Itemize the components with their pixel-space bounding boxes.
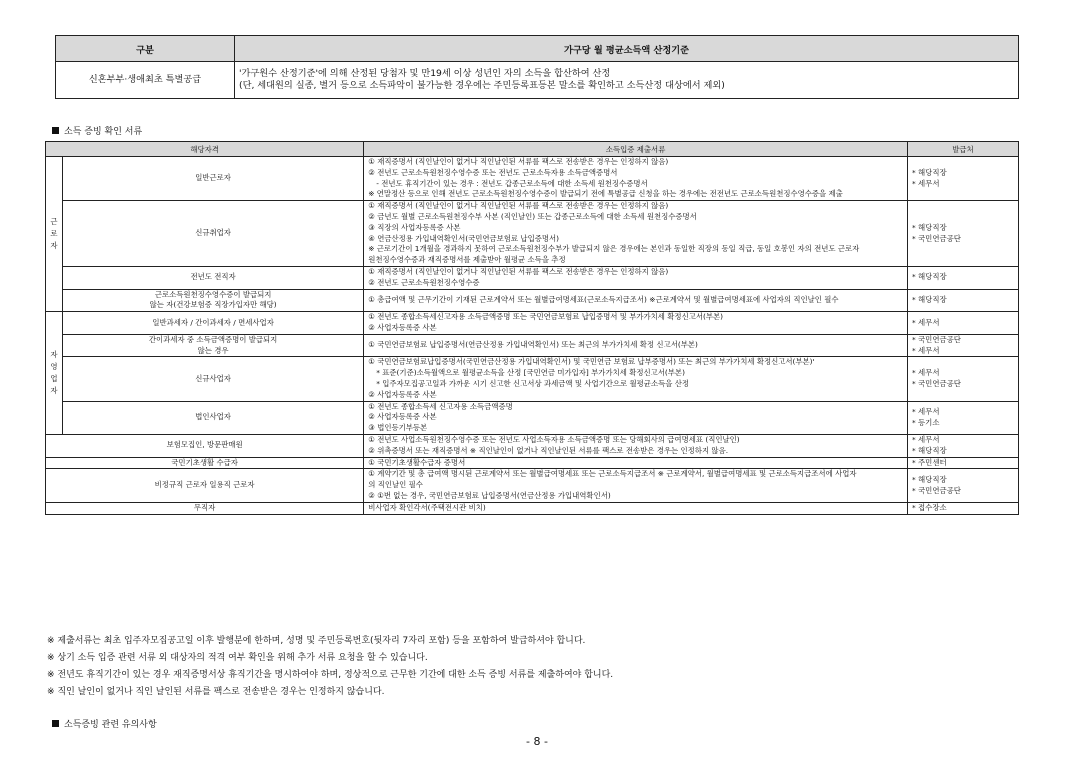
doc-line: ① 재직증명서 (직인날인이 없거나 직인날인된 서류를 팩스로 전송받은 경우는 인정하지 않음) bbox=[368, 201, 669, 211]
qualification-label: 신규사업자 bbox=[195, 373, 231, 383]
issuer-line: * 세무서 bbox=[912, 345, 940, 355]
issuer-line: * 국민연금공단 bbox=[912, 378, 961, 388]
table-row bbox=[46, 312, 1019, 335]
issuer-line: * 국민연금공단 bbox=[912, 233, 961, 243]
qualification-label: 비정규직 근로자 일용직 근로자 bbox=[154, 480, 255, 490]
qualification-cell bbox=[63, 201, 364, 267]
issuer-cell bbox=[908, 201, 1019, 267]
qualification-cell bbox=[63, 157, 364, 201]
issuer-cell bbox=[908, 457, 1019, 469]
table-row bbox=[46, 357, 1019, 401]
issuer-line: * 접수장소 bbox=[912, 502, 947, 512]
documents-table bbox=[45, 141, 1019, 515]
note-item: ※ 전년도 휴직기간이 있는 경우 재직증명서상 휴직기간을 명시하여야 하며, 정상적으로 근무한 기간에 대한 소득 증빙 서류를 제출하여야 합니다. bbox=[47, 670, 614, 680]
criteria-text bbox=[235, 62, 1019, 99]
qualification-label: 일반과세자 / 간이과세자 / 면세사업자 bbox=[152, 317, 274, 327]
issuer-line: * 세무서 bbox=[912, 317, 940, 327]
income-criteria-table bbox=[55, 35, 1019, 99]
qualification-cell bbox=[46, 469, 364, 502]
doc-line: - 전년도 휴직기간이 있는 경우 : 전년도 갑종근로소득에 대한 소득세 원천징수증명서 bbox=[376, 178, 648, 188]
qualification-label: 않는 경우 bbox=[197, 345, 229, 355]
issuer-line: * 해당직장 bbox=[912, 474, 947, 484]
issuer-cell bbox=[908, 434, 1019, 457]
page-number: - 8 - bbox=[526, 735, 548, 748]
qualification-cell bbox=[63, 357, 364, 401]
docs-cell bbox=[364, 289, 908, 312]
doc-line: ② 전년도 근로소득원천징수영수증 bbox=[368, 277, 480, 287]
qualification-cell bbox=[46, 502, 364, 514]
col-header-category: 구분 bbox=[56, 36, 235, 62]
docs-cell bbox=[364, 401, 908, 434]
docs-cell bbox=[364, 357, 908, 401]
table-row bbox=[46, 266, 1019, 289]
doc-line: ① 재직증명서 (직인날인이 없거나 직인날인된 서류를 팩스로 전송받은 경우는 인정하지 않음) bbox=[368, 157, 669, 166]
doc-line: ① 전년도 종합소득세신고자용 소득금액증명 또는 국민연금보험료 납입증명서 및 부가가치세 확정신고서(부본) bbox=[368, 312, 724, 322]
table-row bbox=[46, 502, 1019, 514]
table-row bbox=[46, 201, 1019, 267]
docs-cell bbox=[364, 334, 908, 357]
doc-line: ① 국민연금보험료납입증명서(국민연금산정용 가입내역확인서) 및 국민연금 보험료 납부증명서) 또는 최근의 부가가치세 확정신고서(부본)' bbox=[368, 357, 815, 367]
docs-cell bbox=[364, 434, 908, 457]
issuer-line: * 해당직장 bbox=[912, 445, 947, 455]
notes-list bbox=[47, 633, 613, 701]
doc-line: 의 직인날인 필수 bbox=[368, 480, 423, 490]
issuer-line: * 등기소 bbox=[912, 417, 940, 427]
docs-cell bbox=[364, 457, 908, 469]
docs-cell bbox=[364, 312, 908, 335]
issuer-cell bbox=[908, 289, 1019, 312]
doc-line: ① 계약기간 및 총 급여액 명시된 근로계약서 또는 월별급여명세표 또는 근로소득지급조서 ※ 근로계약서, 월별급여명세표 및 근로소득지급조서에 사업자 bbox=[368, 469, 857, 479]
issuer-line: * 국민연금공단 bbox=[912, 485, 961, 495]
col-header-issuer: 발급처 bbox=[908, 142, 1019, 157]
doc-line: ① 총급여액 및 근무기간이 기재된 근로계약서 또는 월별급여명세표(근로소득지급조서) ※근로계약서 및 월별급여명세표에 사업자의 직인날인 필수 bbox=[368, 294, 839, 304]
issuer-line: * 해당직장 bbox=[912, 294, 947, 304]
issuer-cell bbox=[908, 157, 1019, 201]
doc-line: ① 재직증명서 (직인날인이 없거나 직인날인된 서류를 팩스로 전송받은 경우는 인정하지 않음) bbox=[368, 266, 669, 276]
section-heading-notice: 소득증빙 관련 유의사항 bbox=[52, 717, 157, 730]
issuer-line: * 해당직장 bbox=[912, 222, 947, 232]
issuer-cell bbox=[908, 469, 1019, 502]
issuer-line: * 세무서 bbox=[912, 178, 940, 188]
table-row bbox=[46, 289, 1019, 312]
qualification-cell bbox=[46, 457, 364, 469]
issuer-line: * 국민연금공단 bbox=[912, 334, 961, 344]
qualification-cell bbox=[46, 434, 364, 457]
doc-line: ② 사업자등록증 사본 bbox=[368, 412, 437, 422]
doc-line: ③ 법인등기부등본 bbox=[368, 423, 428, 433]
docs-cell bbox=[364, 469, 908, 502]
qualification-label: 신규취업자 bbox=[195, 228, 231, 238]
issuer-line: * 해당직장 bbox=[912, 272, 947, 282]
doc-line: ③ 직장의 사업자등록증 사본 bbox=[368, 222, 461, 232]
issuer-line: * 세무서 bbox=[912, 434, 940, 444]
doc-line: ※ 근로기간이 1개월을 경과하지 못하여 근로소득원천징수부가 발급되지 않은 경우에는 본인과 동일한 직장의 동일 직급, 동일 호봉인 자의 전년도 근로자 bbox=[368, 244, 860, 254]
row-label: 신혼부부·생애최초 특별공급 bbox=[56, 62, 235, 99]
table-row bbox=[46, 401, 1019, 434]
doc-line: ① 국민연금보험료 납입증명서(연금산정용 가입내역확인서) 또는 최근의 부가가치세 확정 신고서(부본) bbox=[368, 340, 698, 350]
issuer-cell bbox=[908, 312, 1019, 335]
doc-line: ② 사업자등록증 사본 bbox=[368, 389, 437, 399]
doc-line: ② ①번 없는 경우, 국민연금보험료 납입증명서(연금산정용 가입내역확인서) bbox=[368, 490, 611, 500]
qualification-cell bbox=[63, 401, 364, 434]
doc-line: ② 사업자등록증 사본 bbox=[368, 322, 437, 332]
square-bullet-icon bbox=[52, 720, 59, 727]
qualification-label: 간이과세자 중 소득금액증명이 발급되지 bbox=[148, 334, 278, 344]
qualification-cell bbox=[63, 289, 364, 312]
issuer-line: * 주민센터 bbox=[912, 457, 947, 467]
issuer-line: * 세무서 bbox=[912, 368, 940, 378]
criteria-line: '가구원수 산정기준'에 의해 산정된 당첨자 및 만19세 이상 성년인 자의 소득을 합산하여 산정 bbox=[239, 68, 611, 79]
group-label-worker: 근 로 자 bbox=[46, 157, 63, 312]
table-row bbox=[46, 434, 1019, 457]
table-row bbox=[46, 334, 1019, 357]
qualification-label: 국민기초생활 수급자 bbox=[171, 457, 238, 467]
qualification-label: 일반근로자 bbox=[195, 173, 231, 183]
col-header-criteria: 가구당 월 평균소득액 산정기준 bbox=[235, 36, 1019, 62]
table-row bbox=[46, 457, 1019, 469]
doc-line: ① 전년도 사업소득원천징수영수증 또는 전년도 사업소득자용 소득금액증명 또는 당해회사의 급여명세표 (직인날인) bbox=[368, 434, 740, 444]
doc-line: ② 위촉증명서 또는 재직증명서 ※ 직인날인이 없거나 직인날인된 서류를 팩스로 전송받은 경우는 인정하지 않음. bbox=[368, 445, 729, 455]
qualification-label: 않는 자(건강보험증 직장가입자만 해당) bbox=[149, 300, 277, 310]
note-item: ※ 상기 소득 입증 관련 서류 외 대상자의 적격 여부 확인을 위해 추가 서류 요청을 할 수 있습니다. bbox=[47, 653, 428, 663]
col-header-documents: 소득입증 제출서류 bbox=[364, 142, 908, 157]
qualification-label: 법인사업자 bbox=[195, 412, 231, 422]
qualification-cell bbox=[63, 334, 364, 357]
docs-cell bbox=[364, 502, 908, 514]
issuer-cell bbox=[908, 502, 1019, 514]
col-header-qualification: 해당자격 bbox=[46, 142, 364, 157]
qualification-label: 근로소득원천징수영수증이 발급되지 bbox=[154, 289, 272, 299]
issuer-cell bbox=[908, 357, 1019, 401]
docs-cell bbox=[364, 201, 908, 267]
issuer-line: * 세무서 bbox=[912, 406, 940, 416]
docs-cell bbox=[364, 157, 908, 201]
qualification-cell bbox=[63, 266, 364, 289]
section-heading-documents: 소득 증빙 확인 서류 bbox=[52, 124, 142, 137]
doc-line: ② 금년도 월별 근로소득원천징수부 사본 (직인날인) 또는 갑종근로소득에 대한 소득세 원천징수증명서 bbox=[368, 211, 697, 221]
qualification-label: 보험모집인, 방문판매원 bbox=[166, 440, 243, 450]
issuer-cell bbox=[908, 266, 1019, 289]
note-item: ※ 제출서류는 최초 입주자모집공고일 이후 발행분에 한하며, 성명 및 주민등록번호(뒷자리 7자리 포함) 등을 포함하여 발급하셔야 합니다. bbox=[47, 636, 586, 646]
doc-line: ② 전년도 근로소득원천징수영수증 또는 전년도 근로소득자용 소득금액증명서 bbox=[368, 167, 618, 177]
qualification-label: 무직자 bbox=[193, 502, 216, 512]
issuer-cell bbox=[908, 334, 1019, 357]
note-item: ※ 직인 날인이 없거나 직인 날인된 서류를 팩스로 전송받은 경우는 인정하지 않습니다. bbox=[47, 687, 385, 697]
docs-cell bbox=[364, 266, 908, 289]
table-row bbox=[46, 469, 1019, 502]
criteria-line: (단, 세대원의 실종, 별거 등으로 소득파악이 불가능한 경우에는 주민등록표등본 말소를 확인하고 소득산정 대상에서 제외) bbox=[239, 80, 725, 91]
doc-line: * 표준(기준)소득월액으로 월평균소득을 산정 [국민연금 미가입자] 부가가치세 확정신고서(부본) bbox=[376, 368, 685, 378]
doc-line: ① 국민기초생활수급자 증명서 bbox=[368, 457, 466, 467]
doc-line: 비사업자 확인각서(주택전시관 비치) bbox=[368, 502, 486, 512]
issuer-line: * 해당직장 bbox=[912, 167, 947, 177]
qualification-cell bbox=[63, 312, 364, 335]
issuer-cell bbox=[908, 401, 1019, 434]
qualification-label: 전년도 전직자 bbox=[190, 272, 236, 282]
doc-line: ※ 연말정산 등으로 인해 전년도 근로소득원천징수영수증이 발급되기 전에 특별공급 신청을 하는 경우에는 전전년도 근로소득원천징수영수증을 제출 bbox=[368, 189, 843, 199]
doc-line: 원천징수영수증과 재직증명서를 제출받아 월평균 소득을 추정 bbox=[368, 255, 566, 265]
table-row bbox=[46, 157, 1019, 201]
square-bullet-icon bbox=[52, 127, 59, 134]
doc-line: ④ 연금산정용 가입내역확인서(국민연금보험료 납입증명서) bbox=[368, 233, 560, 243]
doc-line: ① 전년도 종합소득세 신고자용 소득금액증명 bbox=[368, 401, 513, 411]
doc-line: * 입주자모집공고일과 가까운 시기 신고한 신고서상 과세금액 및 사업기간으로 월평균소득을 산정 bbox=[376, 378, 689, 388]
group-label-self-employed: 자 영 업 자 bbox=[46, 312, 63, 435]
